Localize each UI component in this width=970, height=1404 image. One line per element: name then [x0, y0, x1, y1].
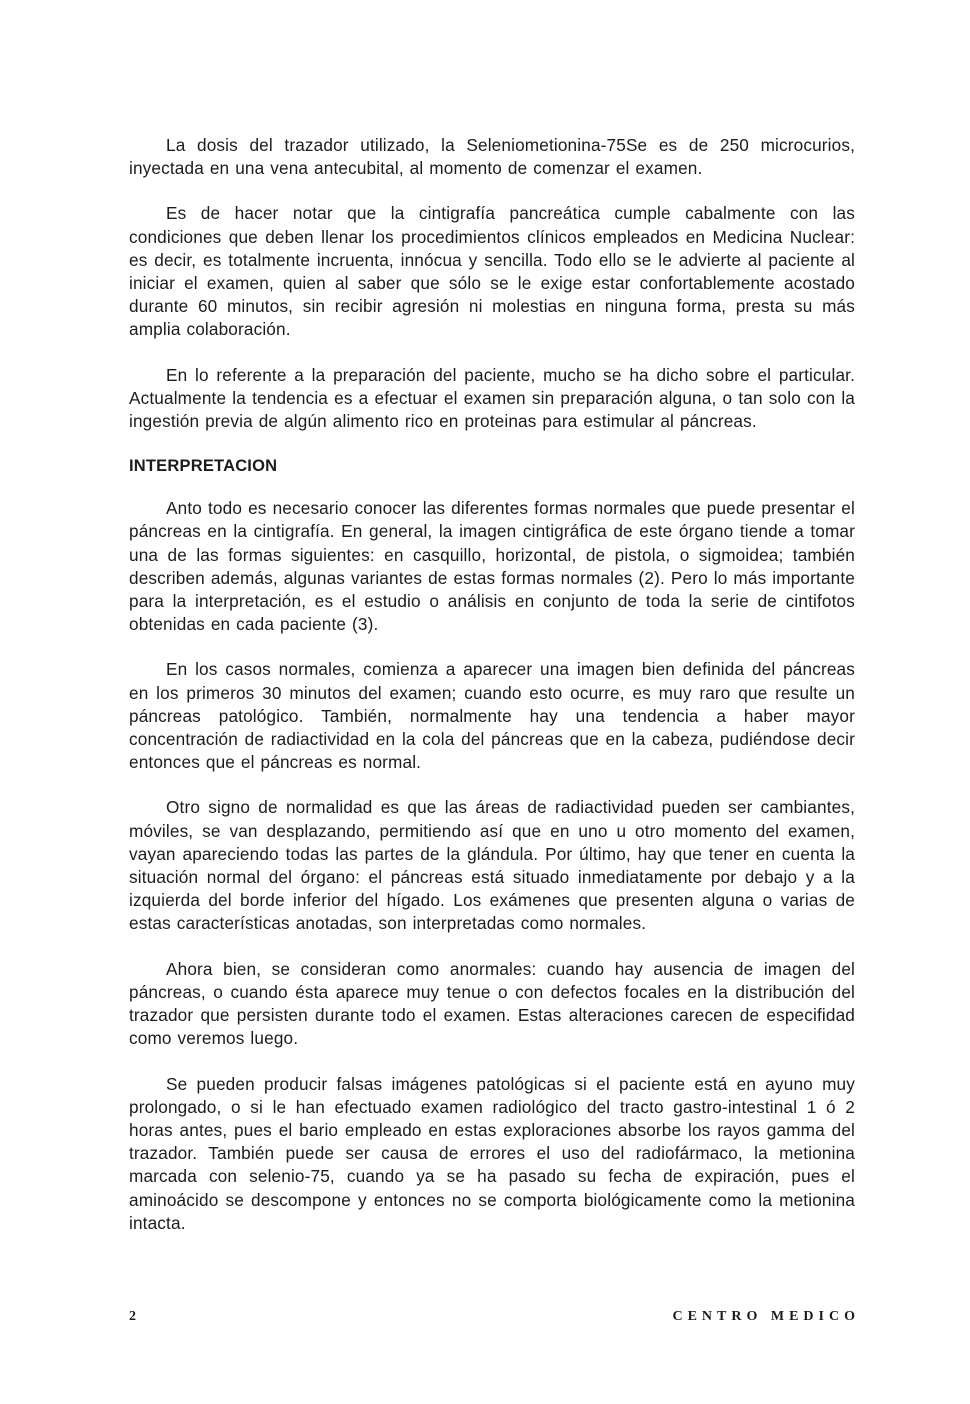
paragraph-normal-forms: Anto todo es necesario conocer las diferentes formas normales que puede presentar el páncreas en la cintigrafía. En general, la imagen cintigráfica de este órgano tiende a tomar una de las formas siguientes: en casquillo, horizontal, de pistola, o sigmoidea; también describen además, algunas variantes de estas formas normales (2). Pero lo más importante para la interpretación, es el estudio o análisis en conjunto de toda la serie de cintifotos obtenidas en cada paciente (3). — [129, 498, 855, 635]
paragraph-tracer-dose: La dosis del trazador utilizado, la Seleniometionina-75Se es de 250 microcurios, inyectada en una vena antecubital, al momento de comenzar el examen. — [129, 135, 855, 179]
paragraph-normal-cases: En los casos normales, comienza a aparecer una imagen bien definida del páncreas en los primeros 30 minutos del examen; cuando esto ocurre, es muy raro que resulte un páncreas patológico. También, normalmente hay una tendencia a haber mayor concentración de radiactividad en la cola del páncreas que en la cabeza, pudiéndose decir entonces que el páncreas es normal. — [129, 659, 855, 773]
paragraph-procedure-conditions: Es de hacer notar que la cintigrafía pancreática cumple cabalmente con las condiciones que deben llenar los procedimientos clínicos empleados en Medicina Nuclear: es decir, es totalmente incruenta, innócua y sencilla. Todo ello se le advierte al paciente al iniciar el examen, quien al saber que sólo se le exige estar confortablemente acostado durante 60 minutos, sin recibir agresión ni molestias en ninguna forma, presta su más amplia colaboración. — [129, 203, 855, 340]
paragraph-false-images: Se pueden producir falsas imágenes patológicas si el paciente está en ayuno muy prolongado, o si le han efectuado examen radiológico del tracto gastro-intestinal 1 ó 2 horas antes, pues el bario empleado en estas exploraciones absorbe los rayos gamma del trazador. También puede ser causa de errores el uso del radiofármaco, la metionina marcada con selenio-75, cuando ya se ha pasado su fecha de expiración, pues el aminoácido se descompone y entonces no se comporta biológicamente como la metionina intacta. — [129, 1073, 855, 1233]
paragraph-abnormal-findings: Ahora bien, se consideran como anormales: cuando hay ausencia de imagen del páncreas, o cuando ésta aparece muy tenue o con defectos focales en la distribución del trazador que persisten durante todo el examen. Estas alteraciones carecen de especifidad como veremos luego. — [129, 958, 855, 1049]
page-footer — [129, 1309, 860, 1331]
paragraph-patient-preparation: En lo referente a la preparación del paciente, mucho se ha dicho sobre el particular. Actualmente la tendencia es a efectuar el examen sin preparación alguna, o tan solo con la ingestión previa de algún alimento rico en proteinas para estimular al páncreas. — [129, 364, 855, 432]
paragraph-normality-signs: Otro signo de normalidad es que las áreas de radiactividad pueden ser cambiantes, móviles, se van desplazando, permitiendo así que en uno u otro momento del examen, vayan apareciendo todas las partes de la glándula. Por último, hay que tener en cuenta la situación normal del órgano: el páncreas está situado inmediatamente por debajo y a la izquierda del borde inferior del hígado. Los exámenes que presenten alguna o varias de estas características anotadas, son interpretadas como normales. — [129, 797, 855, 934]
journal-name: CENTRO MEDICO — [672, 1309, 860, 1324]
section-heading-interpretacion: INTERPRETACION — [129, 457, 278, 476]
page-number: 2 — [129, 1309, 136, 1324]
page-body — [129, 134, 855, 1257]
